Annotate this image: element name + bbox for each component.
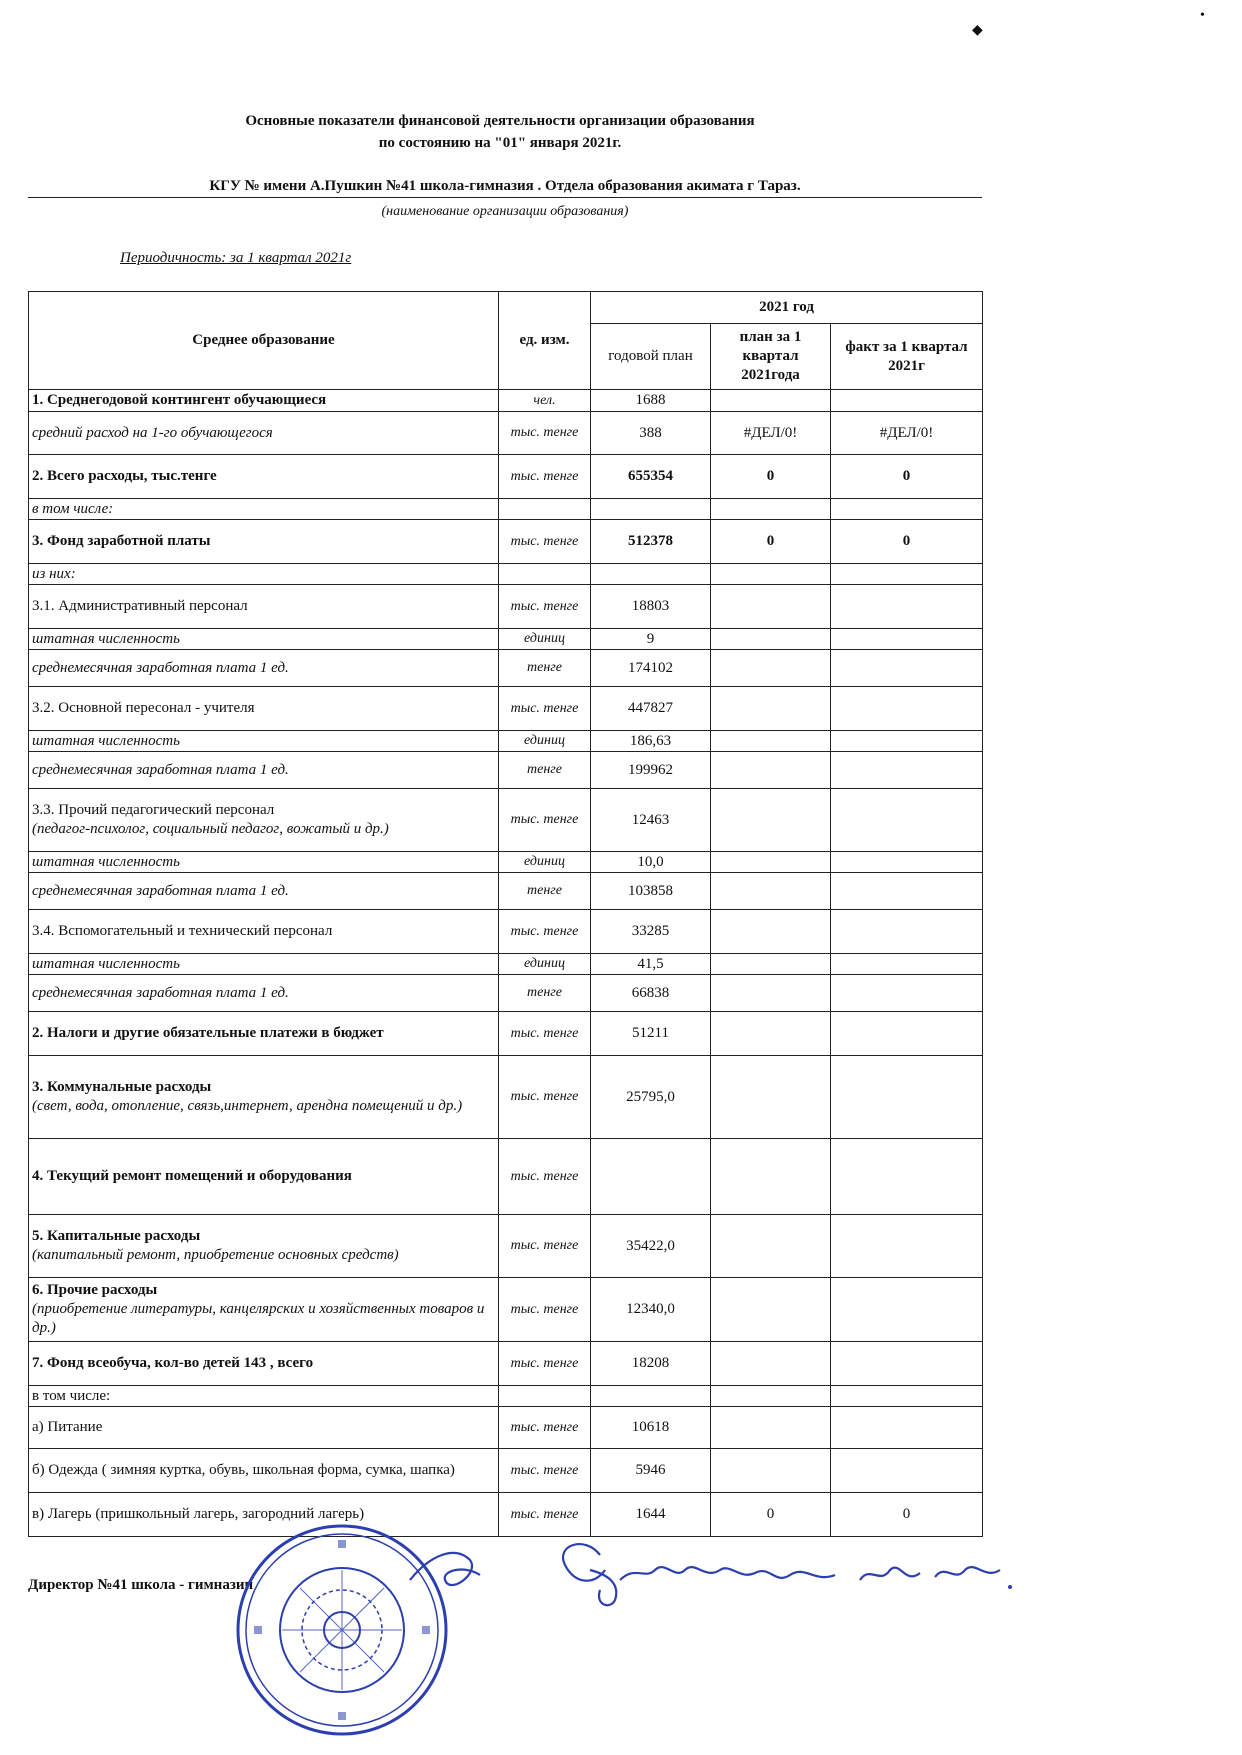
row-label: 7. Фонд всеобуча, кол-во детей 143 , всего	[32, 1355, 314, 1372]
row-q-plan-value	[711, 1386, 831, 1407]
row-label-cell	[29, 1215, 499, 1278]
row-label: 4. Текущий ремонт помещений и оборудования	[32, 1168, 352, 1185]
row-label: среднемесячная заработная плата 1 ед.	[32, 984, 289, 1001]
row-label: а) Питание	[32, 1419, 103, 1436]
row-label: в том числе:	[32, 1387, 111, 1404]
row-label: 5. Капитальные расходы	[32, 1228, 201, 1245]
row-fact-value	[831, 975, 983, 1012]
table-row	[29, 1056, 983, 1139]
row-q-plan-value	[711, 564, 831, 585]
row-plan-value: 51211	[591, 1012, 711, 1056]
row-plan-value: 33285	[591, 910, 711, 954]
row-q-plan-value	[711, 852, 831, 873]
row-label-cell	[29, 1449, 499, 1493]
row-label-cell	[29, 564, 499, 585]
table-row	[29, 629, 983, 650]
row-fact-value	[831, 585, 983, 629]
row-fact-value	[831, 1139, 983, 1215]
row-label: в том числе:	[32, 500, 114, 517]
row-label: штатная численность	[32, 630, 180, 647]
row-plan-value: 186,63	[591, 731, 711, 752]
row-fact-value	[831, 731, 983, 752]
row-q-plan-value	[711, 585, 831, 629]
row-sublabel: (капитальный ремонт, приобретение основных средств)	[32, 1247, 399, 1263]
header-col-quarter-plan: план за 1 квартал 2021года	[711, 324, 831, 390]
row-fact-value	[831, 910, 983, 954]
row-sublabel: (приобретение литературы, канцелярских и хозяйственных товаров и др.)	[32, 1301, 485, 1336]
row-unit: чел.	[499, 390, 591, 412]
row-unit: тыс. тенге	[499, 910, 591, 954]
row-unit: тыс. тенге	[499, 1407, 591, 1449]
row-label: 2. Всего расходы, тыс.тенге	[32, 468, 217, 485]
row-label-cell	[29, 752, 499, 789]
row-fact-value	[831, 687, 983, 731]
row-label: 3.1. Административный персонал	[32, 598, 248, 615]
row-label: 3. Фонд заработной платы	[32, 533, 211, 550]
row-unit	[499, 564, 591, 585]
row-unit: тыс. тенге	[499, 1342, 591, 1386]
row-plan-value: 9	[591, 629, 711, 650]
row-unit: тыс. тенге	[499, 1215, 591, 1278]
row-label-cell	[29, 873, 499, 910]
table-row	[29, 789, 983, 852]
row-plan-value: 447827	[591, 687, 711, 731]
table-row	[29, 520, 983, 564]
table-row	[29, 1449, 983, 1493]
row-plan-value: 12340,0	[591, 1278, 711, 1342]
row-fact-value: 0	[831, 1493, 983, 1537]
indicators-table	[28, 291, 983, 1537]
row-q-plan-value: #ДЕЛ/0!	[711, 412, 831, 455]
scan-mark: •	[1200, 8, 1205, 23]
row-fact-value	[831, 1056, 983, 1139]
row-label-cell	[29, 1056, 499, 1139]
row-label-cell	[29, 1342, 499, 1386]
row-unit: единиц	[499, 629, 591, 650]
row-label-cell	[29, 520, 499, 564]
row-plan-value: 10618	[591, 1407, 711, 1449]
row-plan-value: 12463	[591, 789, 711, 852]
row-plan-value: 174102	[591, 650, 711, 687]
table-row	[29, 499, 983, 520]
row-unit	[499, 499, 591, 520]
row-label: 3.3. Прочий педагогический персонал	[32, 802, 275, 819]
row-plan-value	[591, 564, 711, 585]
row-fact-value	[831, 629, 983, 650]
row-q-plan-value	[711, 1056, 831, 1139]
row-q-plan-value	[711, 629, 831, 650]
header-col-unit: ед. изм.	[499, 292, 591, 390]
row-label-cell	[29, 910, 499, 954]
row-label: 3.2. Основной пересонал - учителя	[32, 700, 255, 717]
row-label: среднемесячная заработная плата 1 ед.	[32, 882, 289, 899]
row-q-plan-value	[711, 499, 831, 520]
row-unit: тыс. тенге	[499, 585, 591, 629]
row-label-cell	[29, 1139, 499, 1215]
row-label: 3. Коммунальные расходы	[32, 1079, 212, 1096]
row-unit: тыс. тенге	[499, 1278, 591, 1342]
organization-caption: (наименование организации образования)	[381, 204, 629, 219]
row-fact-value	[831, 789, 983, 852]
row-plan-value: 512378	[591, 520, 711, 564]
row-q-plan-value	[711, 1449, 831, 1493]
row-label: штатная численность	[32, 955, 180, 972]
row-fact-value	[831, 1012, 983, 1056]
periodicity: Периодичность: за 1 квартал 2021г	[120, 250, 352, 266]
row-label: штатная численность	[32, 853, 180, 870]
row-fact-value	[831, 1342, 983, 1386]
row-label-cell	[29, 390, 499, 412]
row-plan-value: 388	[591, 412, 711, 455]
table-row	[29, 1012, 983, 1056]
row-plan-value	[591, 1386, 711, 1407]
row-q-plan-value	[711, 1407, 831, 1449]
document-title: Основные показатели финансовой деятельности организации образования	[245, 113, 755, 129]
row-fact-value	[831, 1386, 983, 1407]
row-unit	[499, 1386, 591, 1407]
row-label-cell	[29, 650, 499, 687]
row-plan-value: 35422,0	[591, 1215, 711, 1278]
row-label: среднемесячная заработная плата 1 ед.	[32, 659, 289, 676]
row-label: из них:	[32, 565, 76, 582]
header-col-quarter-fact: факт за 1 квартал 2021г	[831, 324, 983, 390]
row-unit: тыс. тенге	[499, 789, 591, 852]
row-q-plan-value	[711, 390, 831, 412]
table-row	[29, 910, 983, 954]
row-plan-value: 655354	[591, 455, 711, 499]
table-row	[29, 1386, 983, 1407]
row-unit: тыс. тенге	[499, 412, 591, 455]
header-col-annual-plan: годовой план	[591, 324, 711, 390]
row-sublabel: (свет, вода, отопление, связь,интернет, арендна помещений и др.)	[32, 1098, 463, 1114]
row-q-plan-value	[711, 1012, 831, 1056]
row-label-cell	[29, 1012, 499, 1056]
row-label: 1. Среднегодовой контингент обучающиеся	[32, 392, 327, 409]
director-label: Директор №41 школа - гимназии	[28, 1577, 254, 1593]
row-plan-value: 41,5	[591, 954, 711, 975]
row-label: штатная численность	[32, 732, 180, 749]
table-row	[29, 585, 983, 629]
row-fact-value	[831, 564, 983, 585]
scan-mark: ◆	[972, 23, 983, 38]
row-label: 2. Налоги и другие обязательные платежи в бюджет	[32, 1025, 384, 1042]
row-plan-value: 1688	[591, 390, 711, 412]
signature	[390, 1525, 1070, 1620]
row-unit: тыс. тенге	[499, 1449, 591, 1493]
row-q-plan-value	[711, 752, 831, 789]
row-q-plan-value	[711, 1139, 831, 1215]
table-row	[29, 1278, 983, 1342]
document-date: по состоянию на "01" января 2021г.	[378, 135, 622, 151]
row-label-cell	[29, 1407, 499, 1449]
row-label: 3.4. Вспомогательный и технический персонал	[32, 923, 333, 940]
row-unit: тенге	[499, 752, 591, 789]
table-row	[29, 412, 983, 455]
row-q-plan-value	[711, 1215, 831, 1278]
table-row	[29, 1215, 983, 1278]
table-row	[29, 390, 983, 412]
row-label-cell	[29, 585, 499, 629]
row-q-plan-value	[711, 975, 831, 1012]
row-unit: тыс. тенге	[499, 520, 591, 564]
table-row	[29, 975, 983, 1012]
row-label-cell	[29, 789, 499, 852]
row-label: средний расход на 1-го обучающегося	[32, 424, 273, 441]
row-plan-value	[591, 499, 711, 520]
row-label-cell	[29, 975, 499, 1012]
table-row	[29, 731, 983, 752]
row-label: б) Одежда ( зимняя куртка, обувь, школьная форма, сумка, шапка)	[32, 1462, 455, 1479]
row-unit: тыс. тенге	[499, 1139, 591, 1215]
row-unit: тыс. тенге	[499, 455, 591, 499]
row-label-cell	[29, 852, 499, 873]
row-plan-value: 5946	[591, 1449, 711, 1493]
row-fact-value: #ДЕЛ/0!	[831, 412, 983, 455]
row-q-plan-value	[711, 954, 831, 975]
row-fact-value	[831, 1407, 983, 1449]
table-row	[29, 954, 983, 975]
row-fact-value	[831, 1215, 983, 1278]
table-row	[29, 752, 983, 789]
row-fact-value	[831, 852, 983, 873]
row-label-cell	[29, 499, 499, 520]
row-label-cell	[29, 1386, 499, 1407]
header-col-name: Среднее образование	[29, 292, 499, 390]
row-plan-value	[591, 1139, 711, 1215]
row-fact-value	[831, 499, 983, 520]
row-fact-value	[831, 1449, 983, 1493]
row-unit: тыс. тенге	[499, 1012, 591, 1056]
row-fact-value	[831, 1278, 983, 1342]
row-unit: тыс. тенге	[499, 1056, 591, 1139]
row-label-cell	[29, 412, 499, 455]
row-label: в) Лагерь (пришкольный лагерь, загородний лагерь)	[32, 1506, 365, 1523]
row-q-plan-value	[711, 1278, 831, 1342]
row-fact-value: 0	[831, 520, 983, 564]
table-row	[29, 650, 983, 687]
table-row	[29, 564, 983, 585]
row-label: 6. Прочие расходы	[32, 1282, 158, 1299]
table-row	[29, 1342, 983, 1386]
row-q-plan-value: 0	[711, 1493, 831, 1537]
row-q-plan-value	[711, 731, 831, 752]
row-plan-value: 18803	[591, 585, 711, 629]
row-unit: тенге	[499, 650, 591, 687]
row-q-plan-value: 0	[711, 520, 831, 564]
row-label-cell	[29, 455, 499, 499]
row-q-plan-value	[711, 910, 831, 954]
table-row	[29, 455, 983, 499]
row-unit: тыс. тенге	[499, 687, 591, 731]
row-plan-value: 199962	[591, 752, 711, 789]
table-row	[29, 1139, 983, 1215]
row-label-cell	[29, 1278, 499, 1342]
row-fact-value	[831, 390, 983, 412]
row-unit: единиц	[499, 954, 591, 975]
row-unit: тенге	[499, 975, 591, 1012]
table-row	[29, 873, 983, 910]
header-year: 2021 год	[591, 292, 983, 324]
row-label-cell	[29, 731, 499, 752]
row-fact-value	[831, 752, 983, 789]
row-plan-value: 103858	[591, 873, 711, 910]
row-label-cell	[29, 629, 499, 650]
row-plan-value: 18208	[591, 1342, 711, 1386]
row-unit: единиц	[499, 852, 591, 873]
row-q-plan-value	[711, 873, 831, 910]
row-plan-value: 66838	[591, 975, 711, 1012]
row-label-cell	[29, 687, 499, 731]
row-q-plan-value	[711, 1342, 831, 1386]
row-fact-value	[831, 873, 983, 910]
organization-name: КГУ № имени А.Пушкин №41 школа-гимназия . Отдела образования акимата г Тараз.	[28, 178, 982, 198]
row-unit: тенге	[499, 873, 591, 910]
row-fact-value: 0	[831, 455, 983, 499]
row-plan-value: 1644	[591, 1493, 711, 1537]
row-label: среднемесячная заработная плата 1 ед.	[32, 761, 289, 778]
row-plan-value: 25795,0	[591, 1056, 711, 1139]
row-fact-value	[831, 954, 983, 975]
table-row	[29, 852, 983, 873]
row-label-cell	[29, 954, 499, 975]
row-q-plan-value	[711, 789, 831, 852]
table-row	[29, 687, 983, 731]
row-fact-value	[831, 650, 983, 687]
row-sublabel: (педагог-психолог, социальный педагог, вожатый и др.)	[32, 821, 389, 837]
table-row	[29, 1407, 983, 1449]
row-unit: единиц	[499, 731, 591, 752]
row-unit: тыс. тенге	[499, 1493, 591, 1537]
row-plan-value: 10,0	[591, 852, 711, 873]
row-q-plan-value	[711, 650, 831, 687]
row-q-plan-value	[711, 687, 831, 731]
row-q-plan-value: 0	[711, 455, 831, 499]
